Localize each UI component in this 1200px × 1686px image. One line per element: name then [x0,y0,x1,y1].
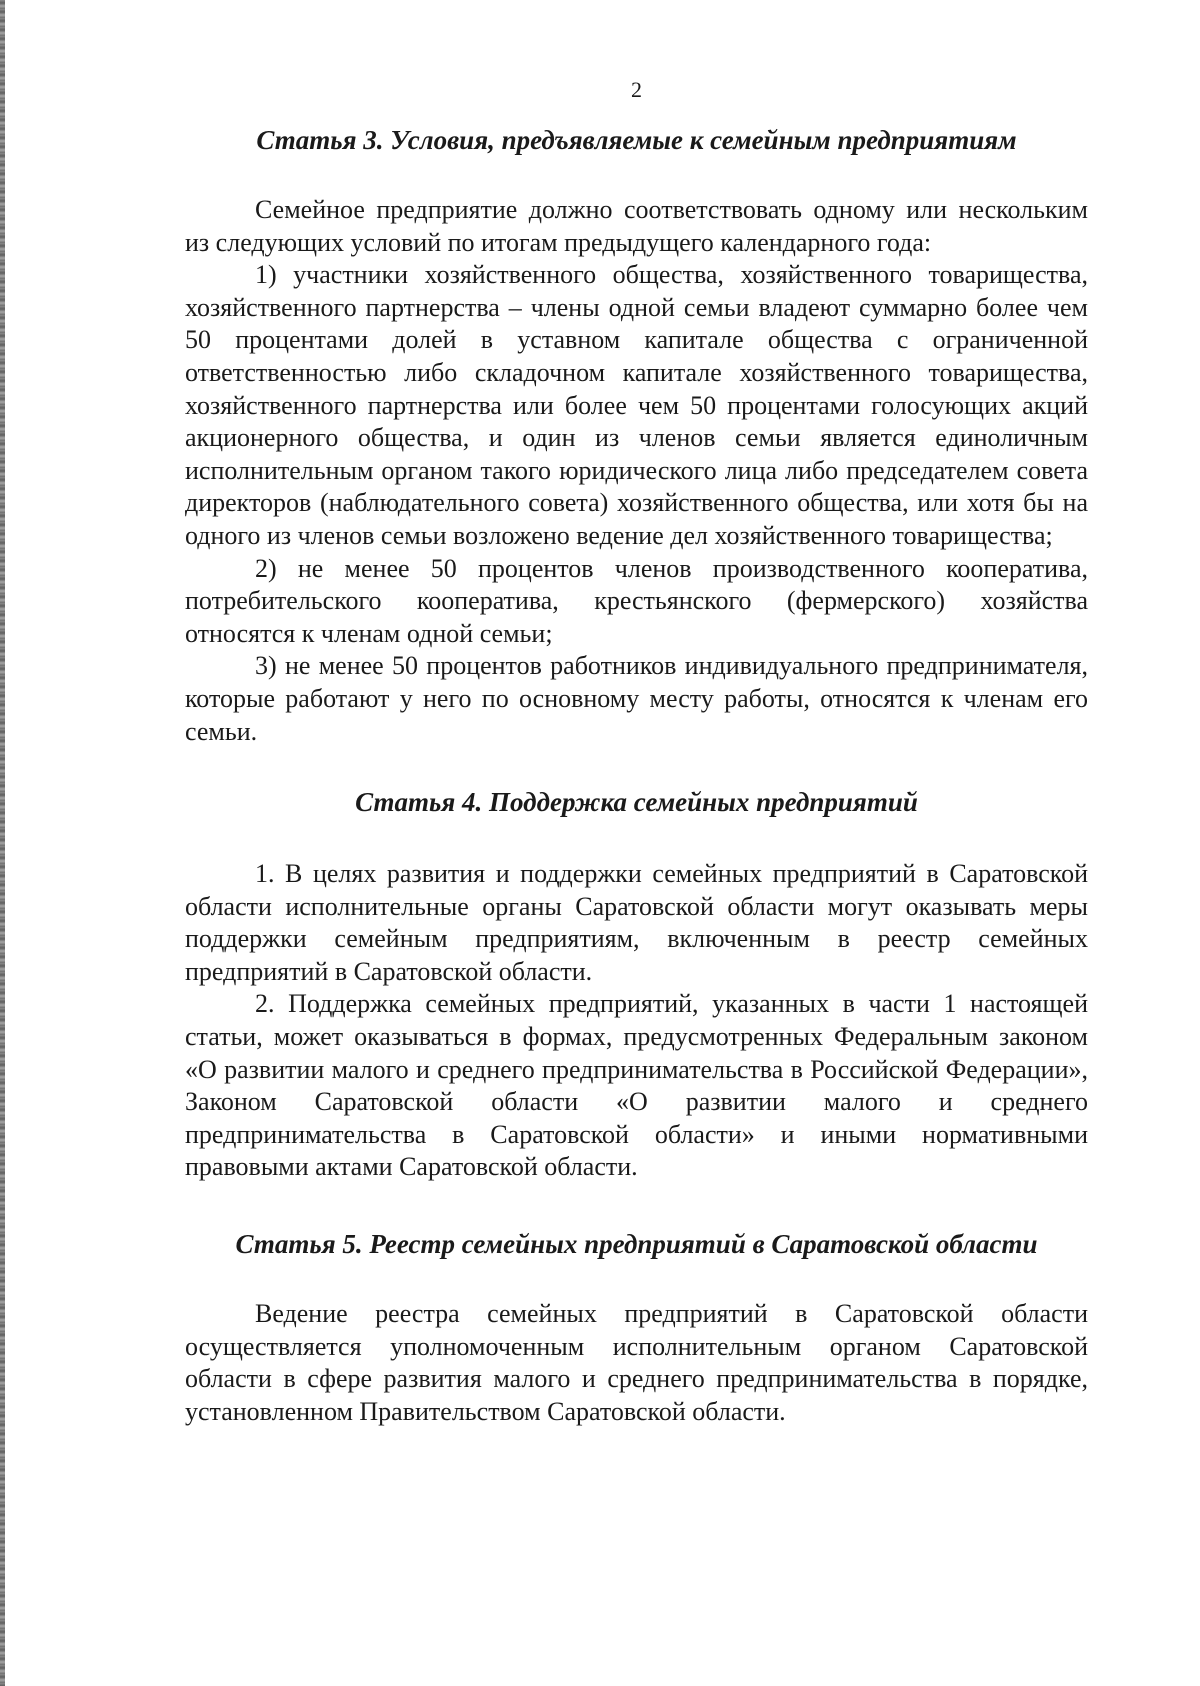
article-4-paragraph-1: 1. В целях развития и поддержки семейных предприятий в Саратовской области исполнительные органы Саратовской области могут оказывать меры поддержки семейным предприятиям, включенным в реестр семейных предприятий в Саратовской области. [185,859,1088,986]
document-page [185,70,1088,1428]
article-3-title: Статья 3. Условия, предъявляемые к семейным предприятиям [256,125,1017,155]
article-5-title: Статья 5. Реестр семейных предприятий в Саратовской области [235,1229,1038,1260]
scan-edge [0,0,5,1686]
article-3-paragraph-intro: Семейное предприятие должно соответствовать одному или нескольким из следующих условий по итогам предыдущего календарного года: [185,195,1088,257]
article-4-title: Статья 4. Поддержка семейных предприятий [355,787,918,818]
article-3-paragraph-1: 1) участники хозяйственного общества, хозяйственного товарищества, хозяйственного партнерства – члены одной семьи владеют суммарно более чем 50 процентами долей в уставном капитале общества с ограниченной ответственностью либо складочном капитале хозяйственного товарищества, хозяйственного партнерства или более чем 50 процентами голосующих акций акционерного общества, и один из членов семьи является единоличным исполнительным органом такого юридического лица либо председателем совета директоров (наблюдательного совета) хозяйственного общества, или хотя бы на одного из членов семьи возложено ведение дел хозяйственного товарищества; [185,260,1088,550]
article-4-paragraph-2: 2. Поддержка семейных предприятий, указанных в части 1 настоящей статьи, может оказываться в формах, предусмотренных Федеральным законом «О развитии малого и среднего предпринимательства в Российской Федерации», Законом Саратовской области «О развитии малого и среднего предпринимательства в Саратовской области» и иными нормативными правовыми актами Саратовской области. [185,989,1088,1182]
article-4-body [185,858,1088,1184]
article-5-body [185,1298,1088,1428]
article-5-paragraph-1: Ведение реестра семейных предприятий в Саратовской области осуществляется уполномоченным исполнительным органом Саратовской области в сфере развития малого и среднего предпринимательства в порядке, установленном Правительством Саратовской области. [185,1299,1088,1426]
page-number: 2 [631,77,642,102]
article-3-paragraph-2: 2) не менее 50 процентов членов производственного кооператива, потребительского кооператива, крестьянского (фермерского) хозяйства относятся к членам одной семьи; [185,553,1088,648]
article-3-paragraph-3: 3) не менее 50 процентов работников индивидуального предпринимателя, которые работают у него по основному месту работы, относятся к членам его семьи. [185,651,1088,746]
article-3-body [185,194,1088,748]
